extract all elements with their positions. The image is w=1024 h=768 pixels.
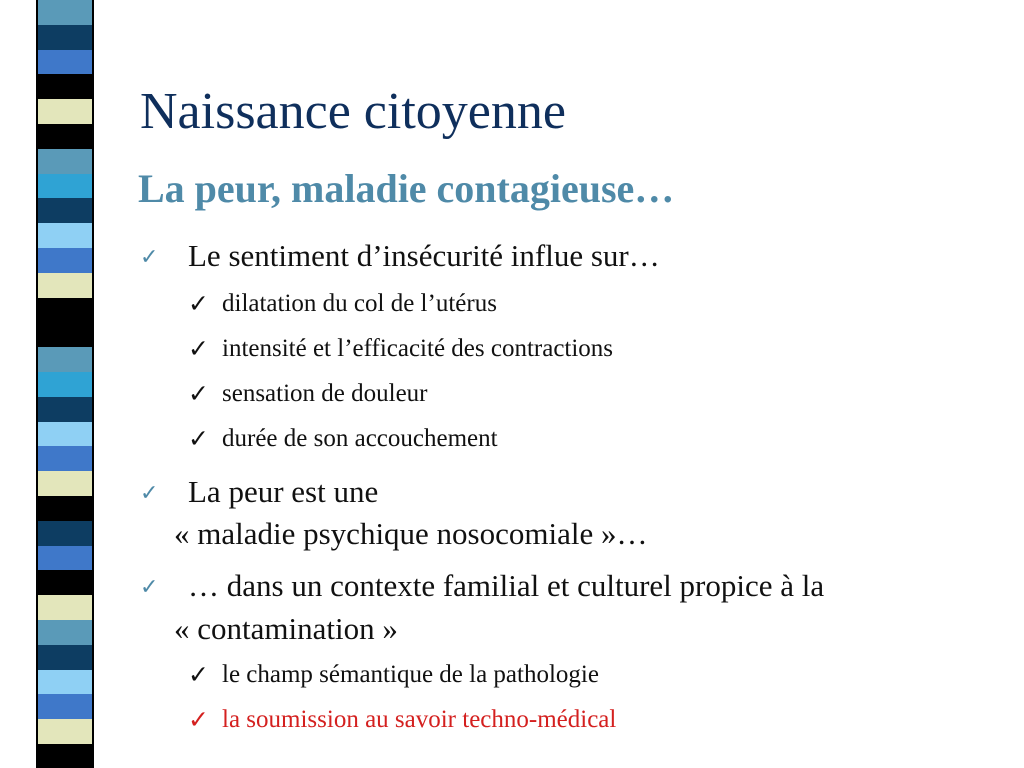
bullet-item: [140, 474, 379, 510]
sub-bullet-item: [188, 661, 599, 689]
checkmark-icon: ✓: [188, 707, 209, 734]
bullet-item: [140, 568, 825, 604]
checkmark-icon: ✓: [188, 336, 209, 363]
bullet-text: Le sentiment d’insécurité influe sur…: [188, 238, 660, 273]
sub-bullet-text: le champ sémantique de la pathologie: [222, 661, 599, 688]
checkmark-icon: ✓: [188, 662, 209, 689]
sub-bullet-item: [188, 425, 498, 453]
page-title: Naissance citoyenne: [140, 83, 566, 140]
bullet-text: La peur est une: [188, 474, 379, 509]
page-subtitle: La peur, maladie contagieuse…: [138, 166, 675, 211]
sub-bullet-text: la soumission au savoir techno-médical: [222, 706, 617, 733]
sub-bullet-item: [188, 335, 614, 363]
sub-bullet-item: [188, 380, 428, 408]
sub-bullet-text: intensité et l’efficacité des contractions: [222, 335, 614, 362]
checkmark-icon: ✓: [188, 381, 209, 408]
sub-bullet-text: durée de son accouchement: [222, 425, 498, 452]
checkmark-icon: ✓: [188, 291, 209, 318]
checkmark-icon: ✓: [140, 480, 159, 505]
checkmark-icon: ✓: [140, 244, 159, 269]
sub-bullet-item-highlighted: [188, 706, 617, 734]
checkmark-icon: ✓: [188, 426, 209, 453]
bullet-text: … dans un contexte familial et culturel propice à la: [188, 568, 825, 603]
bullet-item: [140, 238, 660, 274]
bullet-continuation: « maladie psychique nosocomiale »…: [174, 516, 648, 551]
sub-bullet-item: [188, 290, 497, 318]
checkmark-icon: ✓: [140, 574, 159, 599]
sub-bullet-text: dilatation du col de l’utérus: [222, 290, 497, 317]
bullet-continuation: « contamination »: [174, 611, 398, 646]
sub-bullet-text: sensation de douleur: [222, 380, 428, 407]
